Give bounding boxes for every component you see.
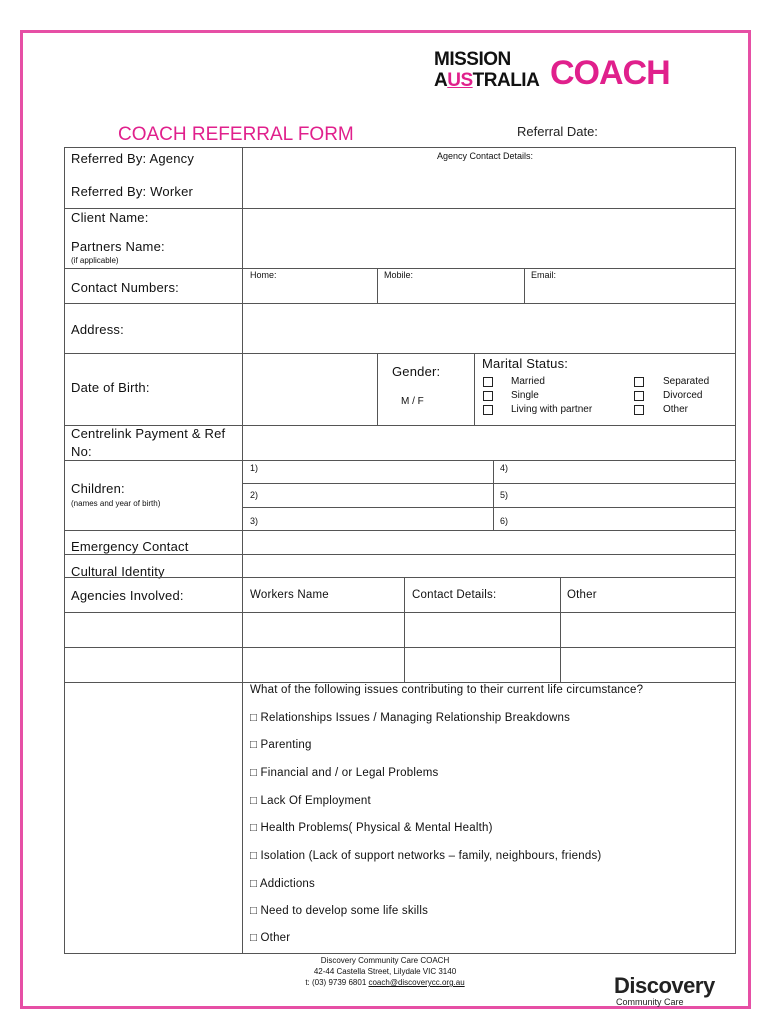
- separated-checkbox[interactable]: [634, 377, 644, 387]
- married-checkbox[interactable]: [483, 377, 493, 387]
- centrelink-field[interactable]: [242, 425, 736, 461]
- marital-status-label: Marital Status:: [482, 356, 569, 371]
- agency-contact-label: Agency Contact Details:: [437, 151, 534, 161]
- mission-australia-coach-logo: [434, 50, 674, 100]
- other-marital-label: Other: [663, 404, 689, 415]
- child-6-field[interactable]: [493, 507, 736, 531]
- referred-by-agency-label: Referred By: Agency: [71, 151, 195, 166]
- gender-label: Gender:: [392, 364, 441, 379]
- child-num-5: 5): [500, 490, 509, 500]
- emergency-contact-label: Emergency Contact: [71, 539, 189, 554]
- child-5-field[interactable]: [493, 483, 736, 508]
- child-2-field[interactable]: [242, 483, 494, 508]
- child-num-6: 6): [500, 516, 509, 526]
- other-marital-checkbox[interactable]: [634, 405, 644, 415]
- dob-field[interactable]: [242, 353, 378, 426]
- issue-parenting[interactable]: □ Parenting: [250, 739, 312, 751]
- divorced-checkbox[interactable]: [634, 391, 644, 401]
- issue-health[interactable]: □ Health Problems( Physical & Mental Health): [250, 822, 493, 834]
- workers-name-label: Workers Name: [250, 589, 329, 601]
- agency-row-1-worker[interactable]: [242, 612, 405, 648]
- cultural-identity-label: Cultural Identity: [71, 564, 165, 579]
- other-label: Other: [567, 589, 597, 601]
- single-checkbox[interactable]: [483, 391, 493, 401]
- divorced-label: Divorced: [663, 390, 703, 401]
- email-label: Email:: [531, 270, 557, 280]
- logo-mission: MISSION: [434, 49, 511, 70]
- child-4-field[interactable]: [493, 460, 736, 484]
- issue-life-skills[interactable]: □ Need to develop some life skills: [250, 905, 429, 917]
- issue-financial-legal[interactable]: □ Financial and / or Legal Problems: [250, 767, 439, 779]
- referred-by-worker-label: Referred By: Worker: [71, 184, 194, 199]
- child-num-1: 1): [250, 463, 259, 473]
- logo-australia: AUSTRALIA: [434, 70, 540, 91]
- address-field[interactable]: [242, 303, 736, 354]
- children-note: (names and year of birth): [71, 499, 161, 508]
- footer-email-link[interactable]: coach@discoverycc.org.au: [368, 978, 465, 987]
- child-1-field[interactable]: [242, 460, 494, 484]
- issue-addictions[interactable]: □ Addictions: [250, 878, 315, 890]
- cultural-identity-field[interactable]: [242, 554, 736, 578]
- issues-left-cell: [64, 682, 243, 954]
- centrelink-label-cont: No:: [71, 444, 92, 459]
- referral-date-label: Referral Date:: [517, 124, 598, 139]
- contact-numbers-label: Contact Numbers:: [71, 280, 179, 295]
- agency-row-2-agency[interactable]: [64, 647, 243, 683]
- emergency-contact-field[interactable]: [242, 530, 736, 555]
- agencies-involved-label: Agencies Involved:: [71, 588, 184, 603]
- agency-row-2-contact[interactable]: [404, 647, 561, 683]
- discovery-logo: Discovery: [614, 973, 715, 998]
- mobile-label: Mobile:: [384, 270, 414, 280]
- dob-label: Date of Birth:: [71, 380, 150, 395]
- client-name-field[interactable]: [242, 208, 736, 269]
- agency-row-1-contact[interactable]: [404, 612, 561, 648]
- footer-org: Discovery Community Care COACH: [320, 956, 450, 965]
- separated-label: Separated: [663, 376, 710, 387]
- issue-other[interactable]: □ Other: [250, 932, 291, 944]
- contact-details-label: Contact Details:: [412, 589, 497, 601]
- child-3-field[interactable]: [242, 507, 494, 531]
- centrelink-label: Centrelink Payment & Ref: [71, 426, 226, 441]
- form-title: COACH REFERRAL FORM: [118, 124, 354, 145]
- partners-name-label: Partners Name:: [71, 239, 165, 254]
- client-name-label: Client Name:: [71, 210, 149, 225]
- married-label: Married: [511, 376, 545, 387]
- logo-coach: COACH: [550, 54, 670, 92]
- child-num-3: 3): [250, 516, 259, 526]
- single-label: Single: [511, 390, 539, 401]
- agency-row-1-agency[interactable]: [64, 612, 243, 648]
- agency-row-2-worker[interactable]: [242, 647, 405, 683]
- issue-relationships[interactable]: □ Relationships Issues / Managing Relationship Breakdowns: [250, 712, 571, 724]
- agency-row-2-other[interactable]: [560, 647, 736, 683]
- living-with-partner-checkbox[interactable]: [483, 405, 493, 415]
- children-label: Children:: [71, 481, 125, 496]
- issues-question: What of the following issues contributing to their current life circumstance?: [250, 684, 644, 696]
- footer-contact: t: (03) 9739 6801 coach@discoverycc.org.au: [305, 978, 465, 987]
- child-num-2: 2): [250, 490, 259, 500]
- agency-row-1-other[interactable]: [560, 612, 736, 648]
- home-label: Home:: [250, 270, 277, 280]
- issue-isolation[interactable]: □ Isolation (Lack of support networks – family, neighbours, friends): [250, 850, 602, 862]
- if-applicable-note: (if applicable): [71, 256, 119, 265]
- issue-employment[interactable]: □ Lack Of Employment: [250, 795, 371, 807]
- child-num-4: 4): [500, 463, 509, 473]
- living-with-partner-label: Living with partner: [511, 404, 593, 415]
- footer-address: 42-44 Castella Street, Lilydale VIC 3140: [313, 967, 457, 976]
- discovery-logo-sub: Community Care: [616, 997, 684, 1007]
- address-label: Address:: [71, 322, 124, 337]
- gender-options: M / F: [401, 396, 424, 407]
